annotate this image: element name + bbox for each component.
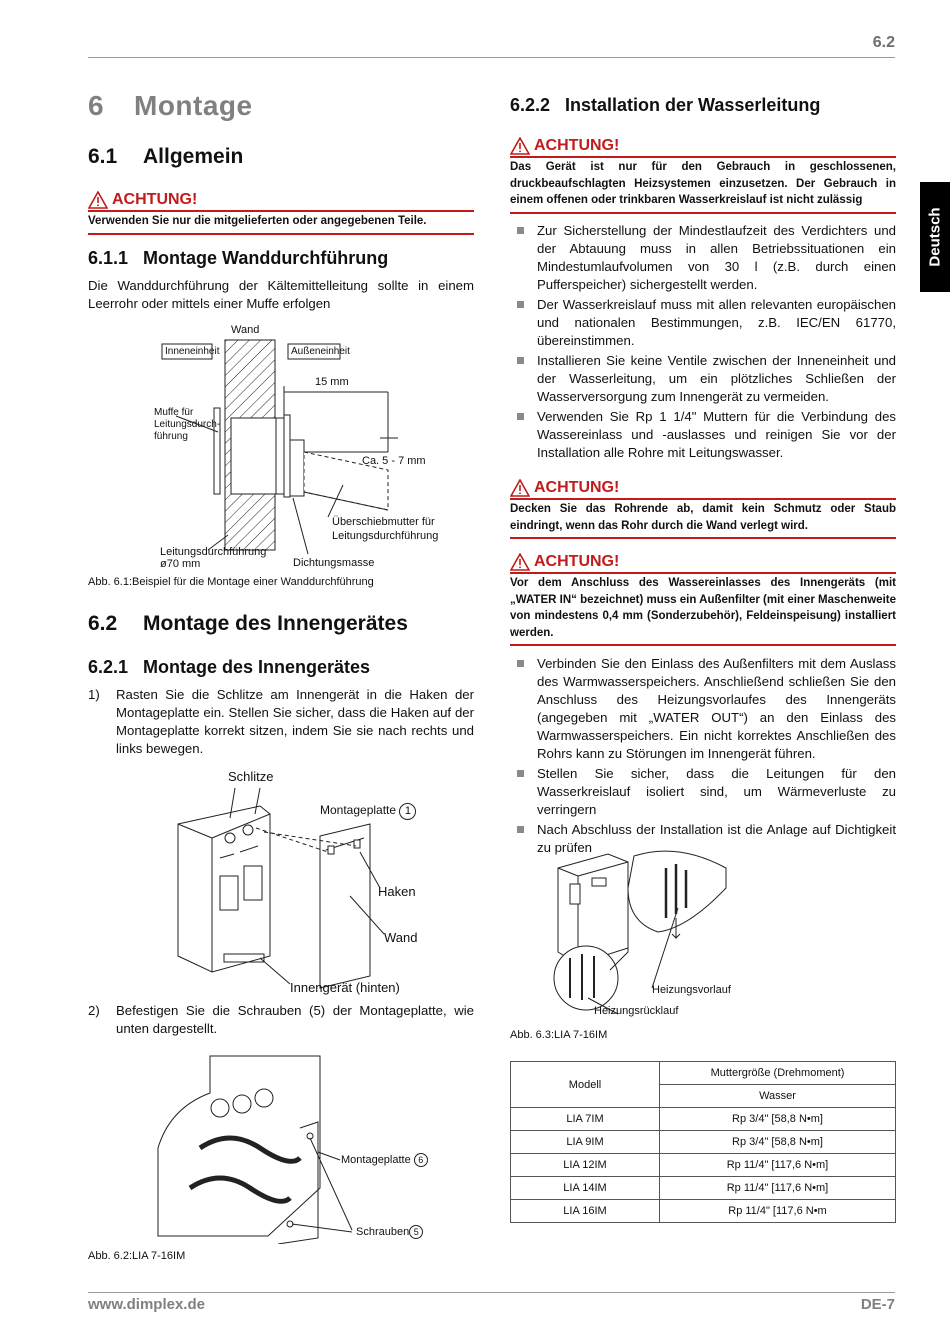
label-wand: Wand: [231, 324, 260, 336]
section-heading-innen: [88, 612, 408, 636]
warning-triangle-icon: [510, 553, 530, 571]
footer-rule: [88, 1292, 895, 1293]
table-header-row: [511, 1062, 896, 1085]
warning-title-text: ACHTUNG!: [534, 479, 620, 496]
mounting-plate-drawing: [160, 766, 440, 998]
section-number: 6.1: [88, 145, 118, 168]
table-cell: Rp 11/4" [117,6 N•m]: [660, 1177, 896, 1200]
language-tab: [920, 182, 950, 292]
label-schrauben-text: Schrauben: [356, 1226, 410, 1238]
warning-triangle-icon: [88, 191, 108, 209]
warning-title-text: ACHTUNG!: [534, 553, 620, 570]
subsection-number: 6.2.1: [88, 657, 129, 677]
step-2: [88, 1002, 474, 1038]
lia-screws-drawing: [150, 1048, 440, 1244]
nut-size-table: [510, 1061, 896, 1223]
warning-text: Vor dem Anschluss des Wassereinlasses des Innengeräts (mit „WATER IN“ bezeichnet) muss ein Außenfilter (mit einer Maschenweite von mindestens 0,4 mm (Sonderzubehör), Feldeinspeisung) installiert werden.: [510, 577, 896, 639]
label-montageplatte: [320, 803, 416, 820]
list-item: [510, 296, 896, 350]
warning-rule: [510, 537, 896, 539]
footer-url[interactable]: www.dimplex.de: [88, 1296, 205, 1313]
list-item-text: Installieren Sie keine Ventile zwischen der Inneneinheit und der Wasserleitung, um ein plötzliches Schließen der Wasserversorgung zum Innengerät zu vermeiden.: [537, 353, 896, 404]
list-item-text: Nach Abschluss der Installation ist die Anlage auf Dichtigkeit zu prüfen: [537, 822, 896, 855]
label-inneneinheit: Inneneinheit: [165, 346, 220, 357]
subsection-title: Installation der Wasserleitung: [565, 95, 821, 115]
label-ueber-line: Leitungsdurchführung: [332, 530, 439, 542]
subsection-heading-innen: [88, 657, 370, 678]
list-item: [510, 408, 896, 462]
figure-lia-connections: [548, 848, 848, 1020]
label-muffe: [154, 407, 220, 443]
subsection-number: 6.2.2: [510, 95, 551, 115]
warning-text: Decken Sie das Rohrende ab, damit kein Schmutz oder Staub eindringt, wenn das Rohr durch die Wand verlegt wird.: [510, 503, 896, 532]
header-section-number: 6.2: [872, 34, 895, 51]
label-wand-2: Wand: [384, 930, 418, 945]
label-montageplatte-6-text: Montageplatte: [341, 1154, 411, 1166]
warning-title: [510, 137, 896, 155]
bullet-square-icon: [517, 357, 524, 364]
label-innengeraet: Innengerät (hinten): [290, 980, 400, 995]
label-heizungsvorlauf: Heizungsvorlauf: [652, 984, 731, 996]
figure-lia-screws: [150, 1048, 440, 1244]
table-header-modell: Modell: [511, 1062, 660, 1108]
table-row: [511, 1200, 896, 1223]
table-header-wasser: Wasser: [660, 1085, 896, 1108]
warning-title-text: ACHTUNG!: [534, 137, 620, 154]
table-cell: Rp 3/4" [58,8 N•m]: [660, 1131, 896, 1154]
step-number: 1): [88, 687, 100, 702]
figure-mounting-plate: [160, 766, 440, 998]
label-montageplatte-text: Montageplatte: [320, 803, 397, 817]
callout-6: 6: [414, 1153, 428, 1167]
warning-rule: [88, 233, 474, 235]
warning-text: Das Gerät ist nur für den Gebrauch in geschlossenen, druckbeaufschlagten Heizsystemen einzusetzen. Der Gebrauch in einem offenen oder trinkbaren Wasserkreislauf ist nicht zulässig: [510, 161, 896, 206]
subsection-heading-wasser: [510, 95, 820, 116]
figure-caption-6-2: Abb. 6.2:LIA 7-16IM: [88, 1250, 186, 1262]
table-cell: Rp 3/4" [58,8 N•m]: [660, 1108, 896, 1131]
header-rule: [88, 57, 895, 58]
figure-caption-6-3: Abb. 6.3:LIA 7-16IM: [510, 1029, 608, 1041]
table-row: [511, 1131, 896, 1154]
chapter-heading: [88, 90, 253, 122]
section-title: Allgemein: [143, 145, 244, 168]
subsection-title: Montage Wanddurchführung: [143, 248, 389, 268]
callout-5: 5: [409, 1225, 423, 1239]
warning-title: [510, 479, 896, 497]
list-item-text: Stellen Sie sicher, dass die Leitungen für den Wasserkreislauf isoliert sind, um Wärmeverluste zu verringern: [537, 766, 896, 817]
table-cell: LIA 16IM: [511, 1200, 660, 1223]
step-1: [88, 686, 474, 758]
list-item-text: Verbinden Sie den Einlass des Außenfilters mit dem Auslass des Warmwasserspeichers. Anschließend schließen Sie den Anschluss des Heizungsvorlaufes des Innengeräts (angegeben mit „WATER OUT“) an den Einlass des Warmwasserspeichers. Ein nicht korrektes Anschließen des Rohrs kann zu Störungen im Innengerät führen.: [537, 656, 896, 761]
list-item: [510, 222, 896, 294]
list-item: [510, 765, 896, 819]
label-ueberschiebmutter: [332, 515, 438, 543]
figure-wall-duct: [88, 320, 474, 572]
warning-box-2: [510, 137, 896, 214]
label-ca: Ca. 5 - 7 mm: [362, 455, 426, 467]
list-item: [510, 352, 896, 406]
warning-rule: [510, 212, 896, 214]
list-item-text: Zur Sicherstellung der Mindestlaufzeit des Verdichters und der Abtauung muss in allen Betriebssituationen ein Mindestumlaufvolumen von 30 l (z.B. durch einen Pufferspeicher) sichergestellt werden.: [537, 223, 896, 292]
language-tab-label: Deutsch: [926, 207, 944, 267]
label-leitung-line: Leitungsdurchführung: [160, 546, 267, 558]
warning-title-text: ACHTUNG!: [112, 191, 198, 208]
bullet-list-2: [510, 655, 896, 859]
bullet-square-icon: [517, 413, 524, 420]
table-row: [511, 1154, 896, 1177]
warning-box-3: [510, 479, 896, 539]
label-haken: Haken: [378, 884, 416, 899]
subsection-heading-wand: [88, 248, 388, 269]
table-row: [511, 1108, 896, 1131]
warning-triangle-icon: [510, 137, 530, 155]
list-item: [510, 655, 896, 763]
table-header-muttergroesse: Muttergröße (Drehmoment): [660, 1062, 896, 1085]
list-item-text: Verwenden Sie Rp 1 1/4" Muttern für die Verbindung des Wassereinlass und -auslasses und reinigen Sie vor der Installation alle Rohre mit Leitungswasser.: [537, 409, 896, 460]
label-ueber-line: Überschiebmutter für: [332, 516, 435, 528]
section-number: 6.2: [88, 612, 118, 635]
table-cell: Rp 11/4" [117,6 N•m]: [660, 1154, 896, 1177]
bullet-list-1: [510, 222, 896, 464]
label-leitungsdurchfuehrung: [160, 546, 266, 570]
wand-paragraph: Die Wanddurchführung der Kältemittelleitung sollte in einem Leerrohr oder mittels einer Muffe erfolgen: [88, 278, 474, 311]
table-cell: LIA 12IM: [511, 1154, 660, 1177]
label-15mm: 15 mm: [315, 376, 349, 388]
step-number: 2): [88, 1003, 100, 1018]
chapter-title: Montage: [134, 90, 253, 121]
subsection-title: Montage des Innengerätes: [143, 657, 371, 677]
warning-title: [510, 553, 896, 571]
bullet-square-icon: [517, 826, 524, 833]
label-schrauben: [356, 1225, 423, 1239]
warning-title: [88, 191, 474, 209]
step-text: Rasten Sie die Schlitze am Innengerät in die Haken der Montageplatte ein. Stellen Sie sicher, dass die Haken auf der Montageplatte korrekt sitzen, indem Sie sie nach rechts und links bewegen.: [116, 687, 474, 756]
list-item-text: Der Wasserkreislauf muss mit allen relevanten europäischen und nationalen Bestimmungen, z.B. IEC/EN 61770, übereinstimmen.: [537, 297, 896, 348]
figure-caption-6-1: Abb. 6.1:Beispiel für die Montage einer Wanddurchführung: [88, 576, 374, 588]
label-muffe-line: Muffe für: [154, 407, 194, 418]
bullet-square-icon: [517, 770, 524, 777]
table-cell: Rp 11/4" [117,6 N•m: [660, 1200, 896, 1223]
warning-text: Verwenden Sie nur die mitgelieferten oder angegebenen Teile.: [88, 215, 427, 227]
step-text: Befestigen Sie die Schrauben (5) der Montageplatte, wie unten dargestellt.: [116, 1003, 474, 1036]
warning-box-1: [88, 191, 474, 235]
label-montageplatte-6: [341, 1153, 428, 1167]
table-cell: LIA 9IM: [511, 1131, 660, 1154]
warning-box-4: [510, 553, 896, 646]
section-title: Montage des Innengerätes: [143, 612, 408, 635]
table-cell: LIA 7IM: [511, 1108, 660, 1131]
bullet-square-icon: [517, 227, 524, 234]
label-leitung-line: ø70 mm: [160, 558, 201, 570]
bullet-square-icon: [517, 301, 524, 308]
callout-1: 1: [399, 803, 416, 820]
bullet-square-icon: [517, 660, 524, 667]
section-heading-allgemein: [88, 145, 243, 169]
footer-page-number: DE-7: [860, 1296, 895, 1313]
label-muffe-line: Leitungsdurch-: [154, 419, 221, 430]
table-cell: LIA 14IM: [511, 1177, 660, 1200]
warning-triangle-icon: [510, 479, 530, 497]
chapter-number: 6: [88, 90, 105, 121]
label-muffe-line: führung: [154, 431, 188, 442]
label-schlitze: Schlitze: [228, 769, 274, 784]
label-aussenheit: Außeneinheit: [291, 346, 350, 357]
table-row: [511, 1177, 896, 1200]
label-heizungsruecklauf: Heizungsrücklauf: [594, 1005, 679, 1017]
warning-rule: [510, 644, 896, 646]
label-dichtungsmasse: Dichtungsmasse: [293, 557, 375, 569]
subsection-number: 6.1.1: [88, 248, 129, 268]
